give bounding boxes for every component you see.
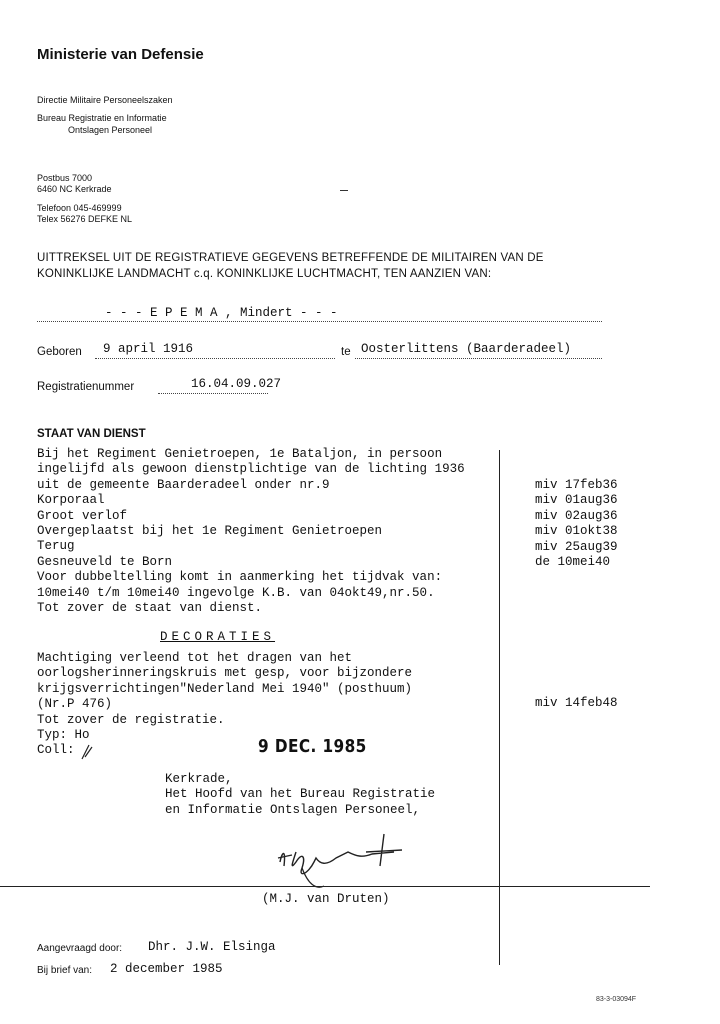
service-date: miv 01aug36 bbox=[535, 493, 618, 508]
decoration-line: (Nr.P 476) bbox=[37, 697, 113, 712]
service-line: Korporaal bbox=[37, 493, 105, 508]
dash-mark bbox=[340, 190, 348, 191]
handwritten-signature bbox=[262, 822, 422, 894]
postbus: Postbus 7000 bbox=[37, 173, 93, 183]
service-date: miv 02aug36 bbox=[535, 508, 618, 523]
name-field bbox=[37, 305, 602, 322]
born-label: Geboren bbox=[37, 346, 82, 358]
born-date: 9 april 1916 bbox=[103, 342, 194, 356]
registration-number: 16.04.09.027 bbox=[191, 377, 282, 391]
service-line: Gesneuveld te Born bbox=[37, 554, 173, 569]
postal-code: 6460 NC Kerkrade bbox=[37, 184, 112, 194]
service-line: 10mei40 t/m 10mei40 ingevolge K.B. van 04okt49,nr.50. bbox=[37, 585, 435, 600]
requested-by-value: Dhr. J.W. Elsinga bbox=[148, 940, 276, 954]
service-line: ingelijfd als gewoon dienstplichtige van de lichting 1936 bbox=[37, 462, 465, 477]
signature-place: Kerkrade, bbox=[165, 772, 233, 786]
service-line: Voor dubbeltelling komt in aanmerking het tijdvak van: bbox=[37, 570, 443, 585]
registration-label: Registratienummer bbox=[37, 381, 135, 393]
service-dates bbox=[535, 478, 635, 570]
directorate: Directie Militaire Personeelszaken bbox=[37, 95, 173, 105]
decoration-line: Tot zover de registratie. bbox=[37, 712, 225, 727]
decoration-line: oorlogsherinneringskruis met gesp, voor bijzondere bbox=[37, 666, 413, 681]
service-block bbox=[37, 447, 465, 616]
te-label: te bbox=[341, 346, 351, 358]
service-line: Overgeplaatst bij het 1e Regiment Genietroepen bbox=[37, 524, 383, 539]
service-heading: STAAT VAN DIENST bbox=[37, 428, 146, 440]
bureau-line1: Bureau Registratie en Informatie bbox=[37, 113, 167, 123]
coll-initial-mark bbox=[78, 742, 94, 762]
service-date: de 10mei40 bbox=[535, 555, 611, 570]
decorations-heading: DECORATIES bbox=[160, 630, 276, 644]
service-line: Groot verlof bbox=[37, 508, 128, 523]
bureau-line2: Ontslagen Personeel bbox=[68, 125, 153, 135]
decoration-line: Typ: Ho bbox=[37, 728, 90, 743]
person-name: - - - E P E M A , Mindert - - - bbox=[105, 306, 338, 320]
signature-office-line1: Het Hoofd van het Bureau Registratie bbox=[165, 787, 436, 802]
born-date-field bbox=[95, 342, 335, 359]
telex: Telex 56276 DEFKE NL bbox=[37, 214, 133, 224]
service-line: Bij het Regiment Genietroepen, 1e Bataljon, in persoon bbox=[37, 447, 443, 461]
letter-date-value: 2 december 1985 bbox=[110, 962, 223, 976]
column-divider bbox=[499, 450, 500, 965]
decoration-date: miv 14feb48 bbox=[535, 696, 618, 710]
registration-field bbox=[158, 377, 282, 394]
service-line: uit de gemeente Baarderadeel onder nr.9 bbox=[37, 477, 330, 492]
date-stamp: 9 DEC. 1985 bbox=[258, 736, 367, 757]
decoration-line: krijgsverrichtingen"Nederland Mei 1940" (posthuum) bbox=[37, 681, 413, 696]
form-code: 83-3-03094F bbox=[596, 996, 637, 1003]
telefoon: Telefoon 045-469999 bbox=[37, 203, 122, 213]
requested-by-label: Aangevraagd door: bbox=[37, 943, 123, 954]
decoration-line: Machtiging verleend tot het dragen van het bbox=[37, 651, 353, 665]
letter-date-label: Bij brief van: bbox=[37, 965, 93, 976]
service-date: miv 01okt38 bbox=[535, 524, 618, 539]
horizontal-rule bbox=[0, 886, 650, 887]
signature-office-line2: en Informatie Ontslagen Personeel, bbox=[165, 802, 421, 817]
service-date: miv 17feb36 bbox=[535, 478, 618, 492]
signature-block bbox=[165, 772, 435, 818]
service-line: Terug bbox=[37, 539, 75, 554]
decoration-line: Coll: bbox=[37, 743, 75, 758]
document-title-line1: UITTREKSEL UIT DE REGISTRATIEVE GEGEVENS BETREFFENDE DE MILITAIREN VAN DE bbox=[37, 252, 544, 264]
born-place-field bbox=[355, 342, 602, 359]
born-place: Oosterlittens (Baarderadeel) bbox=[361, 342, 572, 356]
service-date: miv 25aug39 bbox=[535, 539, 618, 554]
signer-name: (M.J. van Druten) bbox=[262, 892, 390, 906]
document-title-line2: KONINKLIJKE LANDMACHT c.q. KONINKLIJKE LUCHTMACHT, TEN AANZIEN VAN: bbox=[37, 268, 492, 280]
ministry-title: Ministerie van Defensie bbox=[37, 46, 204, 63]
service-line: Tot zover de staat van dienst. bbox=[37, 601, 263, 616]
